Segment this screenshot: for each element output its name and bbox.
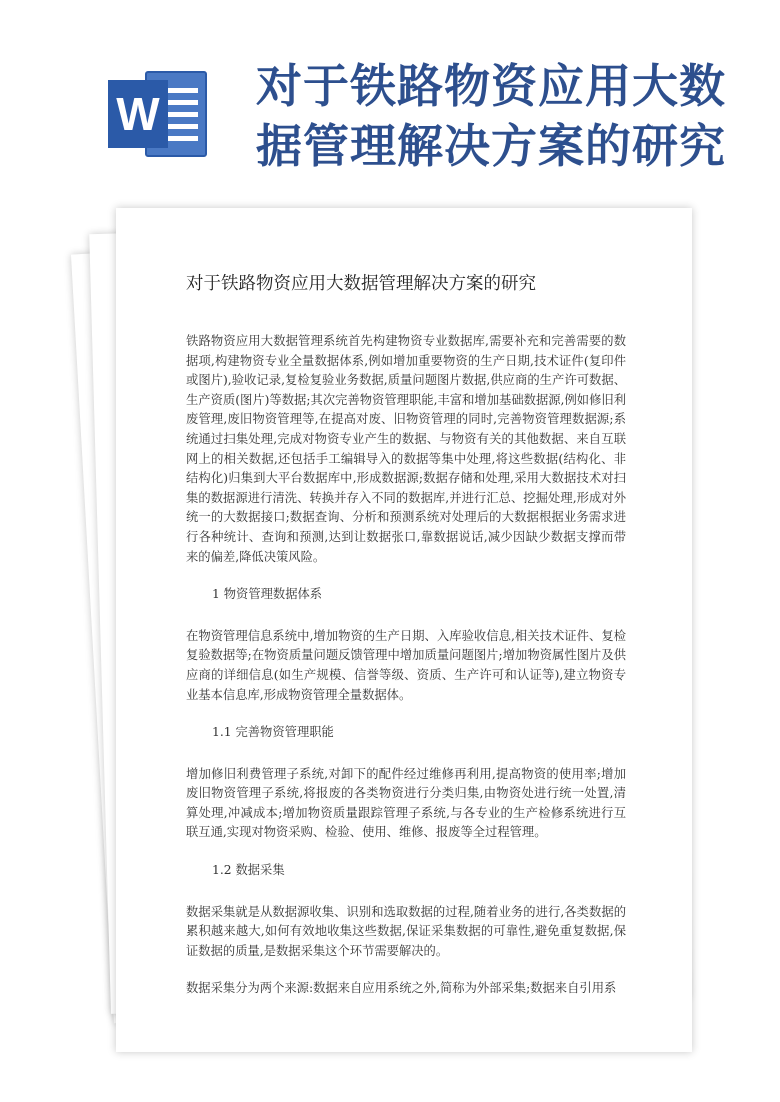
section-1-paragraph: 在物资管理信息系统中,增加物资的生产日期、入库验收信息,相关技术证件、复检复验数据等;在物资质量问题反馈管理中增加质量问题图片;增加物资属性图片及供应商的详细信息(如生产规模、信誉等级、资质、生产许可和认证等),建立物资专业基本信息库,形成物资管理全量数据体。 — [186, 628, 626, 702]
svg-text:W: W — [116, 88, 160, 140]
banner-title — [256, 56, 756, 176]
section-heading-1: 1 物资管理数据体系 — [212, 587, 323, 602]
section-1-2-paragraph: 数据采集就是从数据源收集、识别和选取数据的过程,随着业务的进行,各类数据的累积越来越大,如何有效地收集这些数据,保证采集数据的可靠性,避免重复数据,保证数据的质量,是数据采集这个环节需要解决的。 — [186, 904, 626, 958]
section-1-2-paragraph-2: 数据采集分为两个来源:数据来自应用系统之外,简称为外部采集;数据来自引用系 — [186, 981, 617, 996]
word-document-icon — [106, 66, 210, 162]
banner-title-line-2: 据管理解决方案的研究 — [256, 119, 726, 173]
intro-paragraph: 铁路物资应用大数据管理系统首先构建物资专业数据库,需要补充和完善需要的数据项,构建物资专业全量数据体系,例如增加重要物资的生产日期,技术证件(复印件或图片),验收记录,复检复验业务数据,质量问题图片数据,供应商的生产许可数据、生产资质(图片)等数据;其次完善物资管理职能,丰富和增加基础数据源,例如修旧利废管理,废旧物资管理等,在提高对废、旧物资管理的同时,完善物资管理数据源;系统通过扫集处理,完成对物资专业产生的数据、与物资有关的其他数据、来自互联网上的相关数据,还包括手工编辑导入的数据等集中处理,将这些数据(结构化、非结构化)归集到大平台数据库中,形成数据源;数据存储和处理,采用大数据技术对扫集的数据源进行清洗、转换并存入不同的数据库,并进行汇总、挖掘处理,形成对外统一的大数据接口;数据查询、分析和预测系统对处理后的大数据根据业务需求进行各种统计、查询和预测,达到让数据张口,靠数据说话,减少因缺少数据支撑而带来的偏差,降低决策风险。 — [186, 334, 626, 564]
document-title: 对于铁路物资应用大数据管理解决方案的研究 — [186, 274, 536, 294]
section-heading-1-1: 1.1 完善物资管理职能 — [212, 725, 334, 740]
document-body — [186, 270, 626, 1017]
section-1-1-paragraph: 增加修旧利费管理子系统,对卸下的配件经过维修再利用,提高物资的使用率;增加废旧物资管理子系统,将报废的各类物资进行分类归集,由物资处进行统一处置,清算处理,冲减成本;增加物资质量跟踪管理子系统,与各专业的生产检修系统进行互联互通,实现对物资采购、检验、使用、维修、报废等全过程管理。 — [186, 766, 626, 840]
banner — [0, 0, 780, 200]
section-heading-1-2: 1.2 数据采集 — [212, 863, 285, 878]
banner-title-line-1: 对于铁路物资应用大数 — [256, 59, 726, 113]
